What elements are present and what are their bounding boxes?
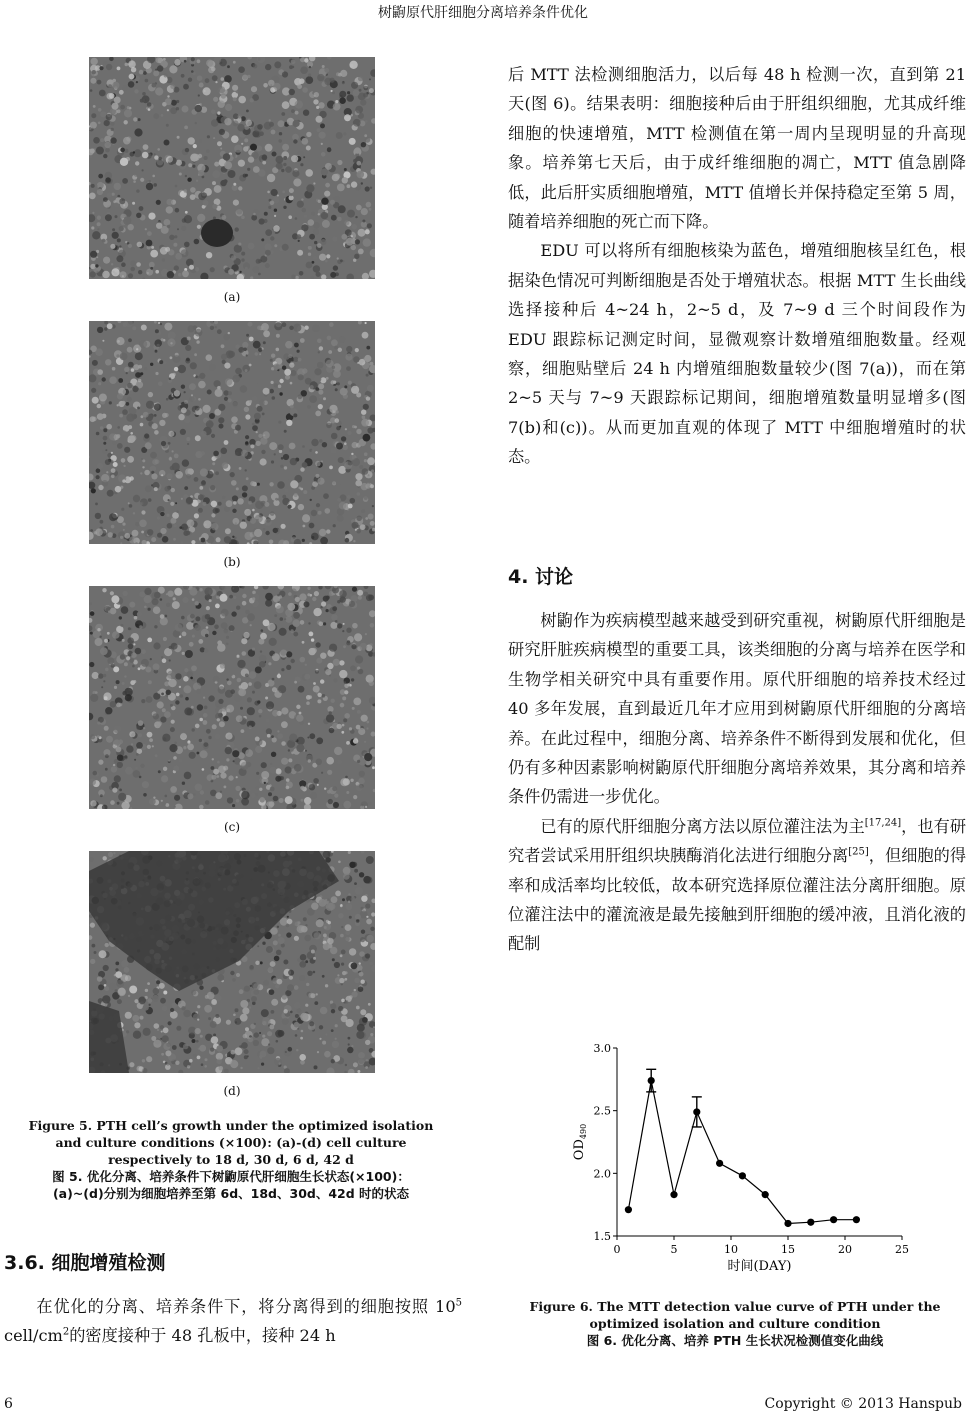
x-axis-label: 时间(DAY) (727, 1259, 792, 1274)
figure6-caption (505, 1298, 965, 1349)
mtt-line-chart (565, 1040, 925, 1290)
discussion-text-2a: 已有的原代肝细胞分离方法以原位灌注法为主 (540, 816, 865, 836)
copyright: Copyright © 2013 Hanspub (764, 1396, 962, 1412)
micrograph-c (89, 586, 375, 809)
data-point (762, 1191, 769, 1198)
ref-17-24: [17,24] (864, 817, 902, 829)
x-tick-label: 0 (613, 1243, 621, 1256)
y-tick-label: 2.0 (593, 1167, 611, 1181)
panel-label-b: (b) (223, 555, 241, 569)
section-3-6-paragraph (4, 1292, 462, 1351)
series-line (628, 1081, 856, 1224)
x-tick-label: 5 (670, 1243, 678, 1256)
data-point (693, 1108, 700, 1115)
data-point (807, 1219, 814, 1226)
chart-svg (565, 1040, 925, 1290)
figure6-caption-zh: 图 6. 优化分离、培养 PTH 生长状况检测值变化曲线 (586, 1333, 884, 1348)
data-point (739, 1172, 746, 1179)
data-point (784, 1220, 791, 1227)
p1-sup: 5 (455, 1297, 462, 1309)
y-tick-label: 1.5 (593, 1230, 611, 1243)
y-axis-label: $OD_{490}$ (572, 1123, 588, 1161)
data-point (830, 1216, 837, 1223)
data-point (648, 1077, 655, 1084)
x-tick-label: 25 (895, 1243, 909, 1256)
data-point (716, 1160, 723, 1167)
figure5-caption (0, 1117, 462, 1202)
p1-sup2: 2 (62, 1327, 70, 1339)
micrograph-d (89, 851, 375, 1073)
panel-label-d: (d) (223, 1084, 241, 1098)
data-point (625, 1206, 632, 1213)
section-4-heading: 4. 讨论 (508, 566, 574, 588)
running-title: 树鼩原代肝细胞分离培养条件优化 (378, 5, 588, 21)
discussion-text-2c: ，但细胞的得率和成活率均比较低，故本研究选择原位灌注法分离肝细胞。原位灌注法中的灌流液是最先接触到肝细胞的缓冲液，且消化液的配制 (508, 846, 966, 954)
panel-label-c: (c) (223, 820, 241, 834)
figure5-caption-zh-1: 图 5. 优化分离、培养条件下树鼩原代肝细胞生长状态(×100)： (52, 1169, 410, 1184)
discussion-text-2b: ，也有研究者尝试采用肝组织块胰酶消化法进行细胞分离 (508, 816, 966, 866)
micrograph-a (89, 57, 375, 279)
discussion-paragraphs (508, 606, 966, 959)
x-tick-label: 20 (838, 1243, 852, 1256)
p1-text-a: 在优化的分离、培养条件下，将分离得到的细胞按照 10 (36, 1297, 456, 1316)
data-point (853, 1216, 860, 1223)
section-3-6-heading: 3.6. 细胞增殖检测 (4, 1252, 166, 1274)
y-tick-label: 2.5 (593, 1104, 611, 1118)
figure5-caption-zh-2: (a)~(d)分别为细胞培养至第 6d、18d、30d、42d 时的状态 (52, 1186, 410, 1201)
panel-label-a: (a) (223, 290, 241, 304)
discussion-text-1: 树鼩作为疾病模型越来越受到研究重视，树鼩原代肝细胞是研究肝脏疾病模型的重要工具，该类细胞的分离与培养在医学和生物学相关研究中具有重要作用。原代肝细胞的培养技术经过 40 多年发展，直到最近几年才应用到树鼩原代肝细胞的分离培养。在此过程中，细胞分离、培养条件不断得到发展和优化，但仍有多种因素影响树鼩原代肝细胞分离培养效果，其分离和培养条件仍需进一步优化。 (508, 611, 966, 807)
data-point (670, 1191, 677, 1198)
ref-25: [25] (848, 846, 869, 858)
figure6-caption-en: Figure 6. The MTT detection value curve of PTH under the optimized isolation and culture condition (529, 1299, 941, 1331)
mtt-text: 后 MTT 法检测细胞活力，以后每 48 h 检测一次，直到第 21 天(图 6)。结果表明：细胞接种后由于肝组织细胞，尤其成纤维细胞的快速增殖，MTT 检测值在第一周内呈现明显的升高现象。培养第七天后，由于成纤维细胞的凋亡，MTT 值急剧降低，此后肝实质细胞增殖，MTT 值增长并保持稳定至第 5 周，随着培养细胞的死亡而下降。 (508, 65, 966, 232)
page-number: 6 (4, 1396, 13, 1412)
x-tick-label: 10 (724, 1243, 738, 1256)
micrograph-b (89, 321, 375, 544)
y-tick-label: 3.0 (593, 1042, 611, 1055)
x-tick-label: 15 (781, 1243, 795, 1256)
p1-text-c: 的密度接种于 48 孔板中，接种 24 h (69, 1326, 336, 1346)
edu-text: EDU 可以将所有细胞核染为蓝色，增殖细胞核呈红色，根据染色情况可判断细胞是否处于增殖状态。根据 MTT 生长曲线选择接种后 4~24 h，2~5 d，及 7~9 d 三个时间段作为 EDU 跟踪标记测定时间，显微观察计数增殖细胞数量。经观察，细胞贴壁后 24 h 内增殖细胞数量较少(图 7(a))，而在第 2~5 天与 7~9 天跟踪标记期间，细胞增殖数量明显增多(图 7(b)和(c))。从而更加直观的体现了 MTT 中细胞增殖时的状态。 (508, 241, 966, 467)
p1-text-b: cell/cm (4, 1326, 63, 1346)
right-paragraph-mtt (508, 60, 966, 472)
figure5-caption-en: Figure 5. PTH cell’s growth under the optimized isolation and culture conditions (×100): (a)-(d) cell culture respectively to 18 d, 30 d, 6 d, 42 d (28, 1118, 434, 1167)
